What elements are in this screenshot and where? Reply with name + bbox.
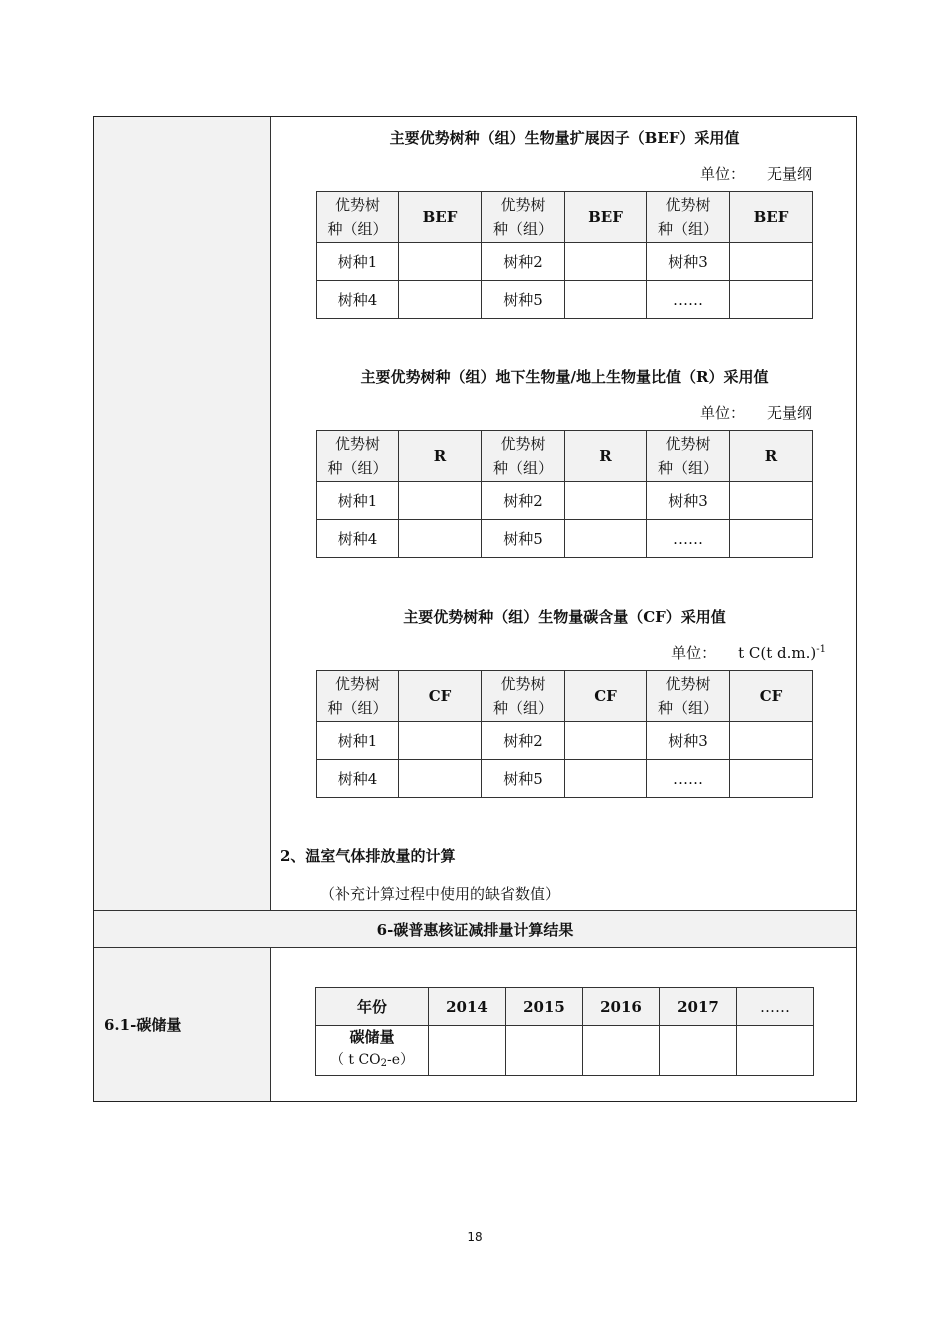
year-cell: 2016 [583,988,660,1026]
year-cell: …… [737,988,814,1026]
year-header: 年份 [316,988,429,1026]
r-table [316,430,813,558]
species-cell: 树种3 [647,243,730,281]
species-cell: 树种3 [647,722,730,760]
year-cell: 2014 [429,988,506,1026]
carbon-storage-table [315,987,814,1076]
table-row [317,722,813,760]
value-cell[interactable] [730,760,813,798]
bef-header-value-2: BEF [565,192,647,243]
value-cell[interactable] [399,243,482,281]
cf-header-value-3: CF [730,671,813,722]
bef-header-value-1: BEF [399,192,482,243]
r-unit: 单位： 无量纲 [699,404,812,422]
species-cell: 树种5 [482,281,565,319]
table-row [316,1026,814,1076]
value-cell[interactable] [565,243,647,281]
species-cell: 树种2 [482,482,565,520]
bef-title: 主要优势树种（组）生物量扩展因子（BEF）采用值 [389,129,740,147]
cf-table [316,670,813,798]
value-cell[interactable] [730,281,813,319]
value-cell[interactable] [730,722,813,760]
value-cell[interactable] [565,281,647,319]
section2-note: （补充计算过程中使用的缺省数值） [320,885,561,903]
r-header-value-2: R [565,431,647,482]
value-cell[interactable] [730,520,813,558]
species-cell: 树种1 [317,722,399,760]
value-cell[interactable] [565,722,647,760]
species-cell: 树种4 [317,520,399,558]
carbon-storage-row-label: 碳储量 （ t $CO_2-e$） [316,1026,429,1076]
cf-unit: 单位： t C(t d.m.)$^{-1}$ [671,644,826,662]
page-number: 18 [467,1230,483,1244]
section2-heading: 2、温室气体排放量的计算 [280,847,456,865]
species-cell: 树种5 [482,520,565,558]
species-cell: 树种5 [482,760,565,798]
cf-title: 主要优势树种（组）生物量碳含量（CF）采用值 [403,608,726,626]
r-header-species-1: 优势树 种（组） [317,431,399,482]
species-cell: …… [647,281,730,319]
r-header-species-2: 优势树 种（组） [482,431,565,482]
r-header-value-1: R [399,431,482,482]
value-cell[interactable] [660,1026,737,1076]
value-cell[interactable] [399,722,482,760]
species-cell: …… [647,760,730,798]
value-cell[interactable] [565,482,647,520]
cf-header-species-3: 优势树 种（组） [647,671,730,722]
left-label-column [94,117,271,910]
bef-header-species-1: 优势树 种（组） [317,192,399,243]
table-row [317,760,813,798]
value-cell[interactable] [583,1026,660,1076]
species-cell: 树种4 [317,281,399,319]
bef-header-species-3: 优势树 种（组） [647,192,730,243]
value-cell[interactable] [399,520,482,558]
cf-header-species-1: 优势树 种（组） [317,671,399,722]
year-cell: 2017 [660,988,737,1026]
value-cell[interactable] [399,482,482,520]
species-cell: 树种1 [317,243,399,281]
species-cell: 树种3 [647,482,730,520]
result-band-title: 6-碳普惠核证减排量计算结果 [94,910,856,948]
table-row [317,243,813,281]
value-cell[interactable] [429,1026,506,1076]
r-header-species-3: 优势树 种（组） [647,431,730,482]
species-cell: 树种2 [482,722,565,760]
value-cell[interactable] [565,760,647,798]
bef-table [316,191,813,319]
species-cell: …… [647,520,730,558]
value-cell[interactable] [737,1026,814,1076]
value-cell[interactable] [399,281,482,319]
r-header-value-3: R [730,431,813,482]
row61-label: 6.1-碳储量 [94,948,271,1101]
bef-unit: 单位： 无量纲 [699,165,812,183]
table-row [317,482,813,520]
r-title: 主要优势树种（组）地下生物量/地上生物量比值（R）采用值 [360,368,769,386]
bef-header-species-2: 优势树 种（组） [482,192,565,243]
value-cell[interactable] [565,520,647,558]
value-cell[interactable] [730,243,813,281]
bef-header-value-3: BEF [730,192,813,243]
cf-header-species-2: 优势树 种（组） [482,671,565,722]
species-cell: 树种1 [317,482,399,520]
value-cell[interactable] [506,1026,583,1076]
value-cell[interactable] [730,482,813,520]
value-cell[interactable] [399,760,482,798]
species-cell: 树种4 [317,760,399,798]
species-cell: 树种2 [482,243,565,281]
cf-header-value-1: CF [399,671,482,722]
table-row [317,520,813,558]
form-frame [93,116,857,1102]
table-row [317,281,813,319]
cf-header-value-2: CF [565,671,647,722]
year-cell: 2015 [506,988,583,1026]
